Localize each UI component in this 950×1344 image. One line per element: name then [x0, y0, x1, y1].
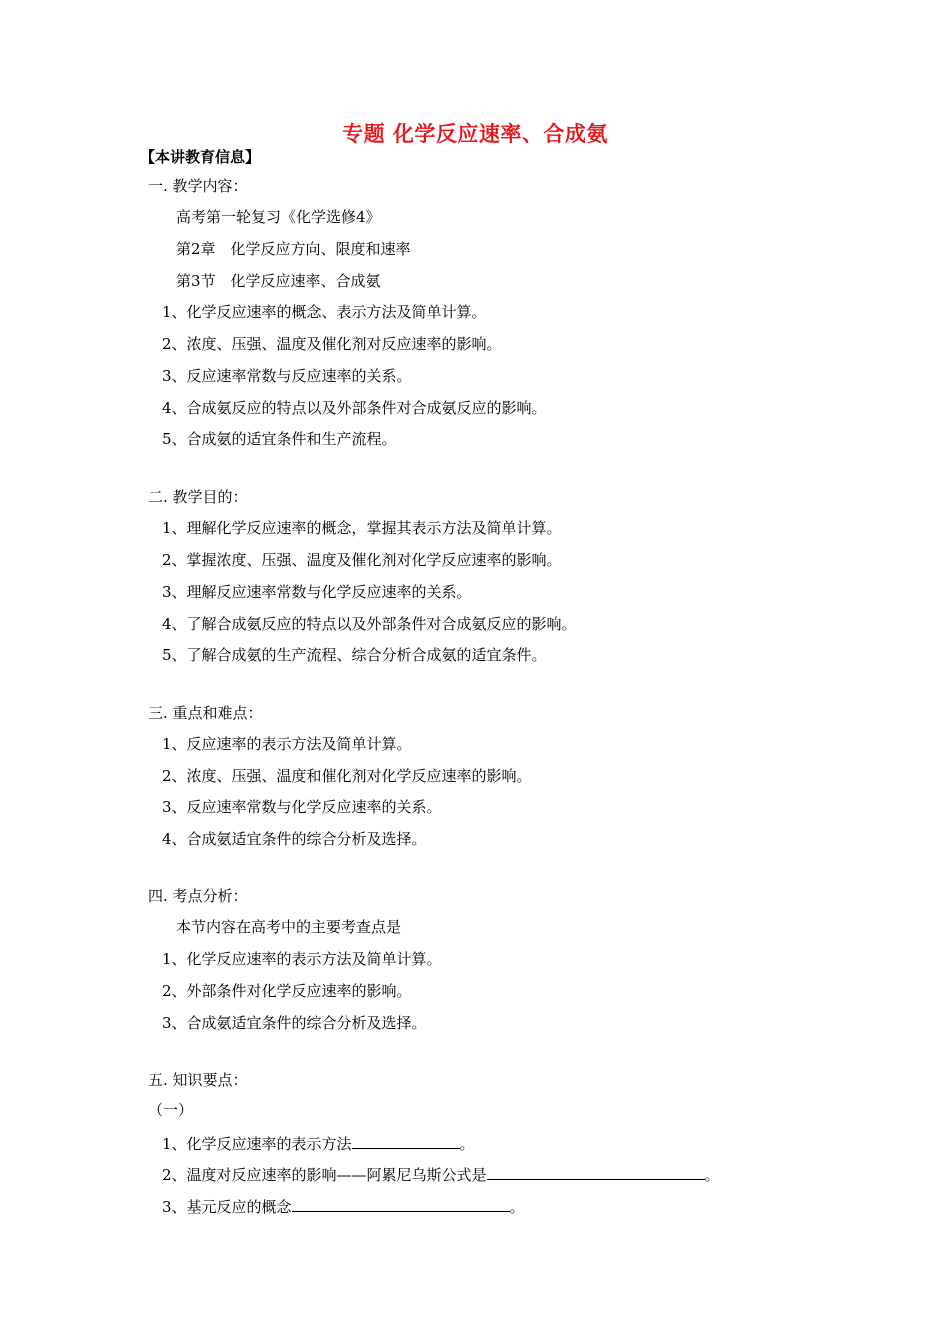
- section-1-heading: 一. 教学内容：: [148, 177, 248, 195]
- fill-question-2: [162, 1164, 720, 1185]
- list-item: 4、了解合成氨反应的特点以及外部条件对合成氨反应的影响。: [162, 615, 577, 633]
- list-item: 3、合成氨适宜条件的综合分析及选择。: [162, 1014, 427, 1032]
- list-item: 1、化学反应速率的表示方法及简单计算。: [162, 950, 442, 968]
- question-text: 1、化学反应速率的表示方法: [162, 1135, 352, 1153]
- question-end: 。: [509, 1198, 525, 1216]
- info-header: 【本讲教育信息】: [140, 148, 261, 166]
- list-item: 4、合成氨适宜条件的综合分析及选择。: [162, 830, 427, 848]
- list-item: 5、合成氨的适宜条件和生产流程。: [162, 430, 397, 448]
- list-item: 5、了解合成氨的生产流程、综合分析合成氨的适宜条件。: [162, 646, 547, 664]
- list-item: 2、浓度、压强、温度和催化剂对化学反应速率的影响。: [162, 767, 532, 785]
- question-text: 2、温度对反应速率的影响——阿累尼乌斯公式是: [162, 1166, 487, 1184]
- section-1-sub-3: 第3节 化学反应速率、合成氨: [176, 272, 381, 290]
- section-3-heading: 三. 重点和难点：: [148, 704, 263, 722]
- section-1-sub-2: 第2章 化学反应方向、限度和速率: [176, 240, 411, 258]
- section-5-heading: 五. 知识要点：: [148, 1071, 248, 1089]
- list-item: 1、反应速率的表示方法及简单计算。: [162, 735, 412, 753]
- list-item: 1、化学反应速率的概念、表示方法及简单计算。: [162, 303, 487, 321]
- fill-question-1: [162, 1133, 475, 1154]
- document-title: 专题 化学反应速率、合成氨: [342, 122, 608, 146]
- list-item: 3、理解反应速率常数与化学反应速率的关系。: [162, 583, 472, 601]
- answer-blank-2[interactable]: [487, 1164, 705, 1180]
- list-item: 3、反应速率常数与反应速率的关系。: [162, 367, 412, 385]
- list-item: 2、浓度、压强、温度及催化剂对反应速率的影响。: [162, 335, 502, 353]
- list-item: 2、掌握浓度、压强、温度及催化剂对化学反应速率的影响。: [162, 551, 562, 569]
- answer-blank-1[interactable]: [352, 1133, 460, 1149]
- section-2-heading: 二. 教学目的：: [148, 488, 248, 506]
- section-1-sub-1: 高考第一轮复习《化学选修4》: [176, 208, 381, 226]
- question-end: 。: [459, 1135, 475, 1153]
- section-4-intro: 本节内容在高考中的主要考查点是: [176, 918, 402, 936]
- list-item: 1、理解化学反应速率的概念，掌握其表示方法及简单计算。: [162, 519, 562, 537]
- question-text: 3、基元反应的概念: [162, 1198, 292, 1216]
- section-4-heading: 四. 考点分析：: [148, 887, 248, 905]
- answer-blank-3[interactable]: [292, 1196, 510, 1212]
- list-item: 3、反应速率常数与化学反应速率的关系。: [162, 798, 442, 816]
- list-item: 2、外部条件对化学反应速率的影响。: [162, 982, 412, 1000]
- list-item: 4、合成氨反应的特点以及外部条件对合成氨反应的影响。: [162, 399, 547, 417]
- fill-question-3: [162, 1196, 525, 1217]
- question-end: 。: [704, 1166, 720, 1184]
- section-5-sub: （一）: [148, 1101, 194, 1119]
